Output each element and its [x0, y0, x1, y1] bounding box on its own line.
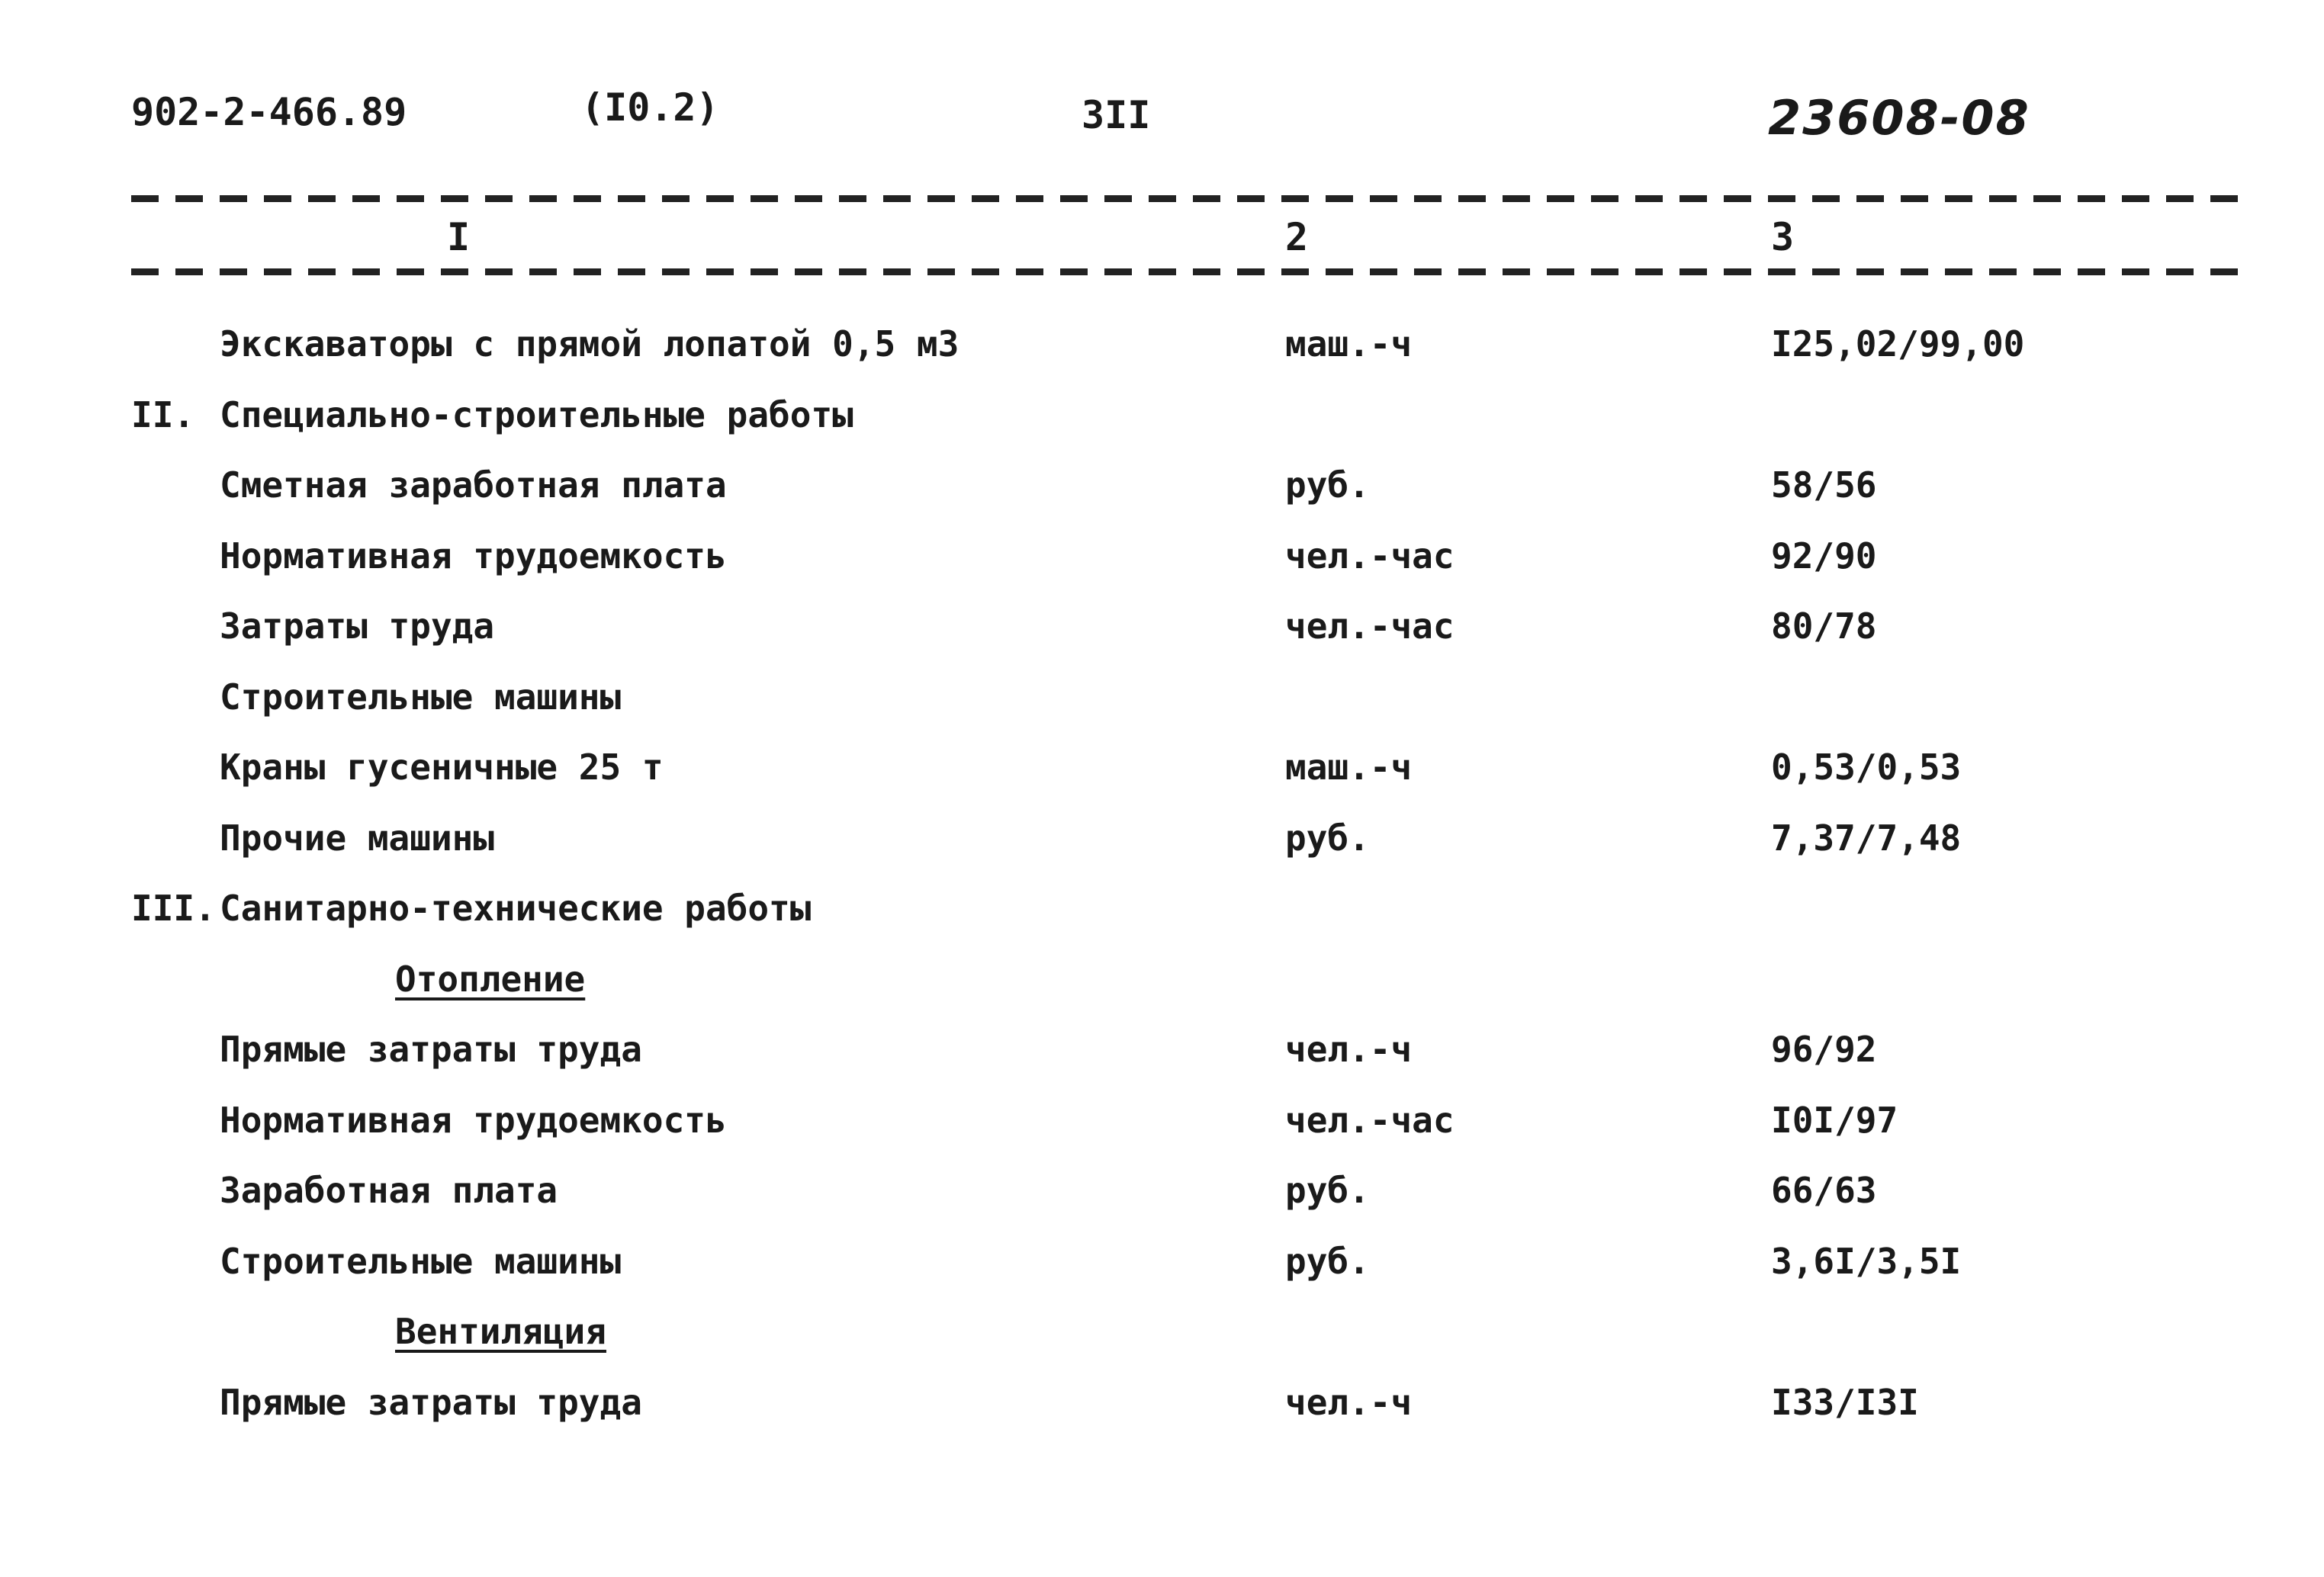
- unit-cell: руб.: [1285, 1241, 1370, 1282]
- item-name: Прямые затраты труда: [220, 1029, 642, 1070]
- unit-cell: чел.-час: [1285, 605, 1455, 647]
- item-name: Специально-строительные работы: [220, 394, 853, 435]
- row-marker: II.: [131, 394, 195, 435]
- unit-cell: руб.: [1285, 464, 1370, 506]
- value-cell: 66/63: [1771, 1170, 1877, 1211]
- table-header-rule: [131, 268, 2244, 275]
- item-name: Сметная заработная плата: [220, 464, 727, 506]
- document-code: 902-2-466.89: [131, 90, 407, 134]
- item-name: Нормативная трудоемкость: [220, 535, 727, 577]
- unit-cell: руб.: [1285, 817, 1370, 859]
- table-row: [0, 464, 2324, 518]
- value-cell: 7,37/7,48: [1771, 817, 1962, 859]
- unit-cell: чел.-час: [1285, 1100, 1455, 1141]
- page-number: 3II: [1082, 93, 1151, 137]
- unit-cell: чел.-ч: [1285, 1382, 1413, 1423]
- table-row: [0, 1382, 2324, 1435]
- unit-cell: чел.-ч: [1285, 1029, 1413, 1070]
- table-row: [0, 1029, 2324, 1082]
- unit-cell: руб.: [1285, 1170, 1370, 1211]
- value-cell: I33/I3I: [1771, 1382, 1919, 1423]
- table-row: [0, 605, 2324, 659]
- unit-cell: чел.-час: [1285, 535, 1455, 577]
- column-header-1: I: [447, 215, 471, 259]
- item-name: Строительные машины: [220, 676, 622, 718]
- value-cell: 92/90: [1771, 535, 1877, 577]
- value-cell: 80/78: [1771, 605, 1877, 647]
- value-cell: I25,02/99,00: [1771, 323, 2025, 365]
- subsection-heading: Отопление: [395, 959, 586, 1000]
- table-row: [0, 535, 2324, 589]
- column-header-3: 3: [1771, 215, 1795, 259]
- table-row: [0, 1100, 2324, 1153]
- item-name: Строительные машины: [220, 1241, 622, 1282]
- table-subheading-row: [0, 1311, 2324, 1364]
- item-name: Прочие машины: [220, 817, 495, 859]
- item-name: Нормативная трудоемкость: [220, 1100, 727, 1141]
- unit-cell: маш.-ч: [1285, 323, 1413, 365]
- value-cell: I0I/97: [1771, 1100, 1898, 1141]
- table-row: [0, 888, 2324, 941]
- unit-cell: маш.-ч: [1285, 747, 1413, 788]
- table-row: [0, 394, 2324, 448]
- item-name: Заработная плата: [220, 1170, 558, 1211]
- handwritten-number: 23608-08: [1768, 90, 2030, 146]
- table-row: [0, 323, 2324, 377]
- item-name: Краны гусеничные 25 т: [220, 747, 664, 788]
- table-row: [0, 1241, 2324, 1294]
- table-row: [0, 1170, 2324, 1223]
- value-cell: 58/56: [1771, 464, 1877, 506]
- value-cell: 96/92: [1771, 1029, 1877, 1070]
- item-name: Санитарно-технические работы: [220, 888, 812, 929]
- item-name: Затраты труда: [220, 605, 495, 647]
- table-top-rule: [131, 195, 2244, 202]
- value-cell: 3,6I/3,5I: [1771, 1241, 1962, 1282]
- table-subheading-row: [0, 959, 2324, 1012]
- item-name: Экскаваторы с прямой лопатой 0,5 м3: [220, 323, 959, 365]
- column-header-2: 2: [1285, 215, 1309, 259]
- subsection-heading: Вентиляция: [395, 1311, 606, 1352]
- table-row: [0, 676, 2324, 730]
- item-name: Прямые затраты труда: [220, 1382, 642, 1423]
- value-cell: 0,53/0,53: [1771, 747, 1962, 788]
- section-number: (I0.2): [581, 85, 719, 130]
- table-row: [0, 747, 2324, 800]
- row-marker: III.: [131, 888, 216, 929]
- table-row: [0, 817, 2324, 871]
